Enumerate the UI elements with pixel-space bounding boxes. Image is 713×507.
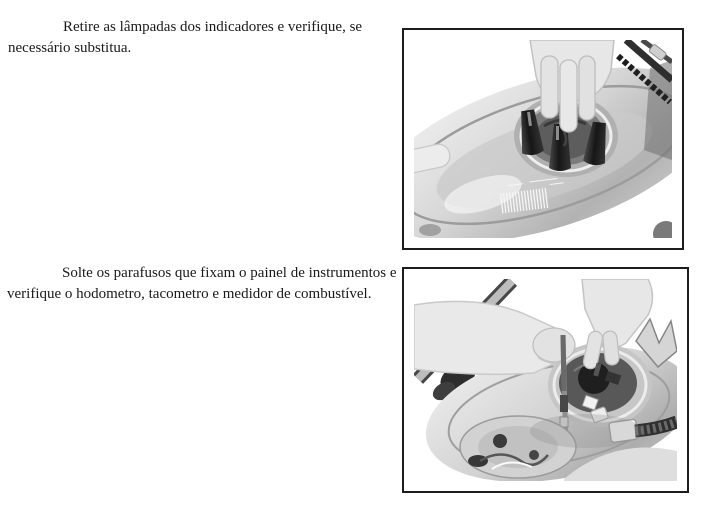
figure-unscrew-instrument-panel — [402, 267, 689, 493]
instruction-paragraph-bulbs — [8, 17, 404, 59]
photo-unscrew-panel — [414, 279, 677, 481]
paragraph-line: verifique o hodometro, tacometro e medidor de combustível. — [7, 286, 372, 302]
figure-remove-indicator-bulbs — [402, 28, 684, 250]
hole-bottom-right — [653, 221, 672, 238]
spot-bottom-left — [419, 224, 441, 236]
instruction-paragraph-panel — [7, 263, 411, 305]
photo-remove-bulbs — [414, 40, 672, 238]
shadow — [530, 414, 642, 448]
paragraph-line: necessário substitua. — [8, 40, 132, 56]
paragraph-line: Solte os parafusos que fixam o painel de instrumentos e — [62, 265, 397, 281]
arm-holding-screwdriver — [414, 301, 575, 374]
paragraph-line: Retire as lâmpadas dos indicadores e verifique, se — [63, 19, 363, 35]
